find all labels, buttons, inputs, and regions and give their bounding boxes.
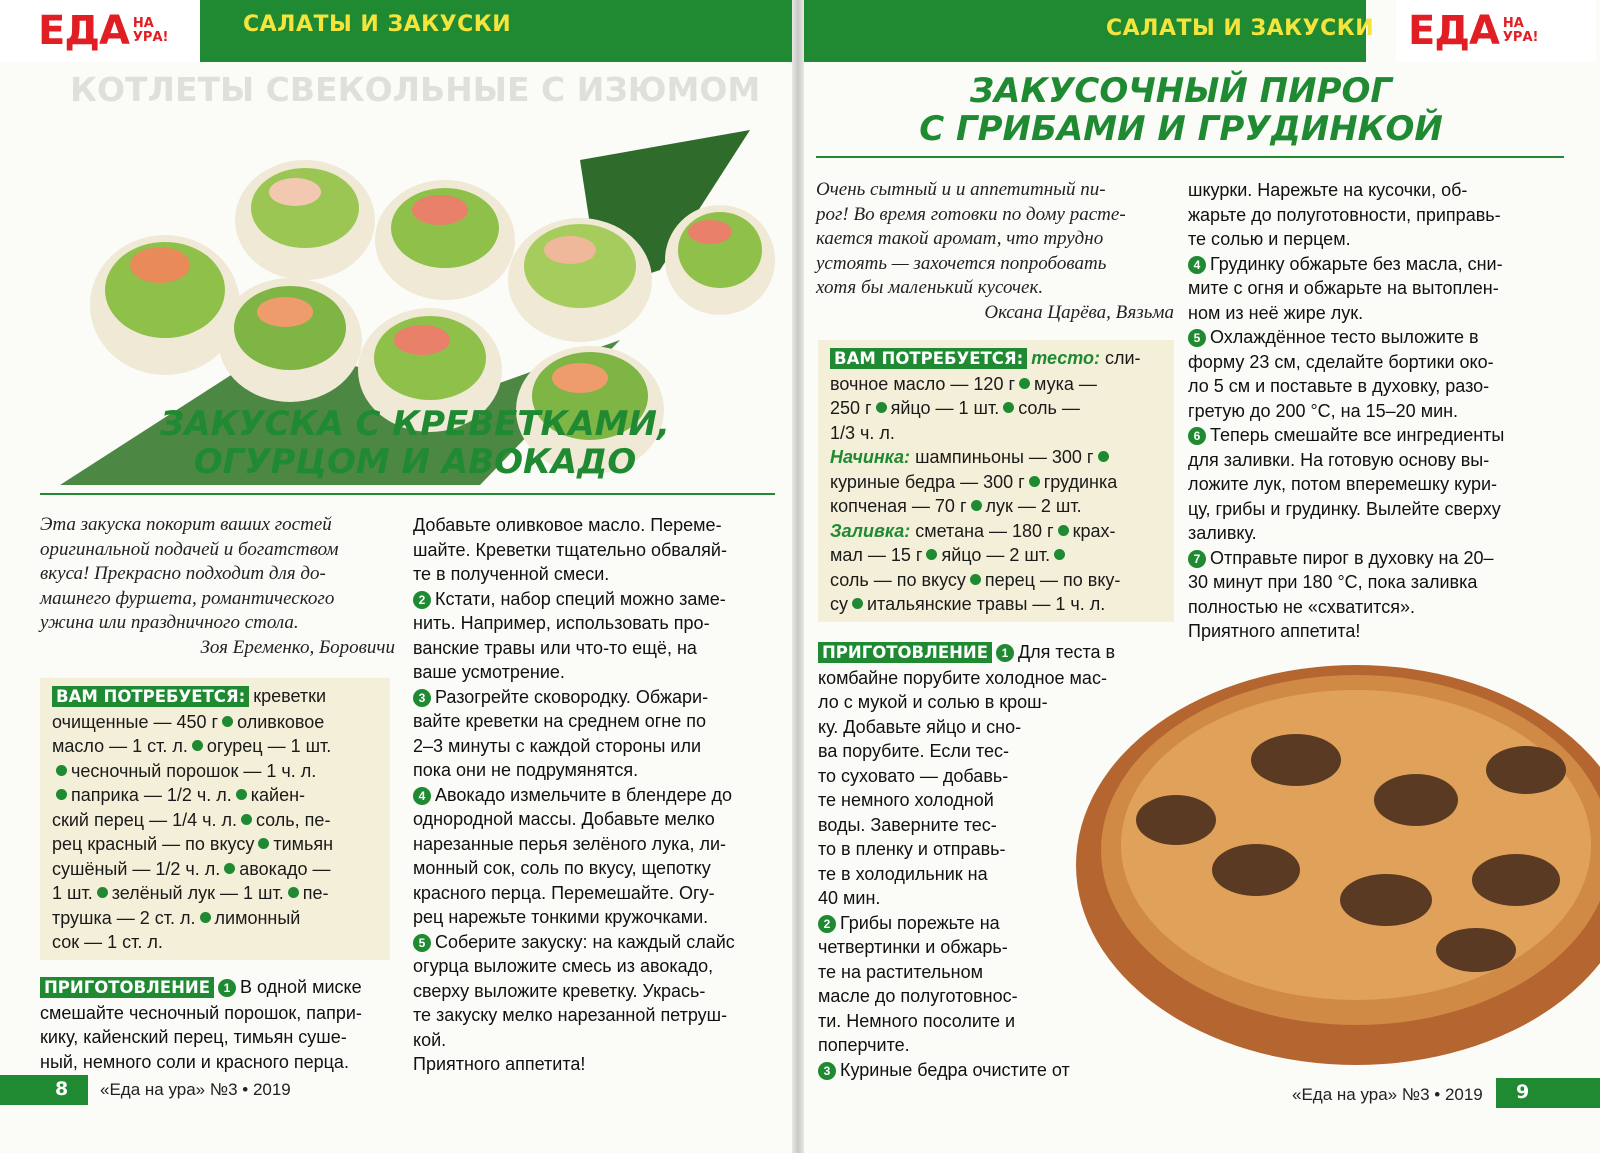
text-line: Приятного аппетита! <box>413 1054 586 1074</box>
step-number-icon: 4 <box>413 787 431 805</box>
text-span: Грибы порежьте на <box>840 912 1000 933</box>
text-line: те немного холодной <box>818 790 994 810</box>
text-span: масло — 1 ст. л. <box>52 736 188 756</box>
step-number-icon: 3 <box>413 689 431 707</box>
text-span: ский перец — 1/4 ч. л. <box>52 809 237 830</box>
text-line: шкурки. Нарежьте на кусочки, об- <box>1188 180 1468 200</box>
text-line <box>413 685 783 710</box>
text-line: нарезанные перья зелёного лука, ли- <box>413 833 727 854</box>
text-span: вочное масло — 120 г <box>830 373 1016 394</box>
magazine-logo <box>0 0 200 62</box>
text-span: авокадо — <box>239 858 331 879</box>
step-number-icon: 6 <box>1188 427 1206 445</box>
bullet-icon <box>236 789 247 800</box>
roll-1 <box>90 235 240 375</box>
text-span: су <box>830 594 848 614</box>
text-line <box>1188 252 1568 277</box>
text-span: куриные бедра — 300 г <box>830 471 1025 492</box>
bullet-icon <box>970 574 981 585</box>
preparation-label: ПРИГОТОВЛЕНИЕ <box>40 977 214 998</box>
text-line: смешайте чесночный порошок, папри- <box>40 1002 362 1023</box>
text-line: 2–3 минуты с каждой стороны или <box>413 735 702 756</box>
bullet-icon <box>192 740 203 751</box>
magazine-logo <box>1396 0 1596 62</box>
text-line: Добавьте оливковое масло. Переме- <box>413 515 722 535</box>
text-line: нить. Например, использовать про- <box>413 613 710 633</box>
text-line <box>52 857 380 882</box>
logo-subtext <box>133 17 169 44</box>
text-line: воды. Заверните тес- <box>818 814 997 835</box>
text-span: соль — <box>1018 398 1080 418</box>
text-span: зелёный лук — 1 шт. <box>111 883 284 903</box>
roll-3 <box>375 180 515 300</box>
step-number-icon: 1 <box>218 979 236 997</box>
step-number-icon: 5 <box>413 934 431 952</box>
recipe-author: Оксана Царёва, Вязьма <box>984 301 1174 323</box>
page-number: 9 <box>1516 1081 1530 1103</box>
text-line: ужина или праздничного стола. <box>40 612 299 633</box>
text-line: те закуску мелко нарезанной петруш- <box>413 1005 728 1025</box>
preparation-left <box>818 640 1148 1082</box>
text-line: ти. Немного посолите и <box>818 1010 1016 1031</box>
text-line <box>52 930 380 955</box>
roll-2 <box>235 160 375 280</box>
text-span: соль, пе- <box>255 809 331 830</box>
text-line: монный сок, соль по вкусу, щепотку <box>413 858 711 878</box>
text-line: те в холодильник на <box>818 863 988 884</box>
step-number-icon: 1 <box>996 644 1014 662</box>
footer-issue: «Еда на ура» №3 • 2019 <box>1292 1085 1483 1104</box>
text-span: НА <box>1502 16 1524 32</box>
bullet-icon <box>926 549 937 560</box>
text-span: крах- <box>1072 520 1116 541</box>
text-line: кается такой аромат, что трудно <box>816 228 1104 249</box>
text-span: 1 шт. <box>52 883 93 903</box>
text-line: мите с огня и обжарьте на вытоплен- <box>1188 278 1499 298</box>
text-span: Теперь смешайте все ингредиенты <box>1210 425 1505 445</box>
roll-6 <box>218 278 362 402</box>
text-span: 1/3 ч. л. <box>830 422 895 443</box>
text-line <box>413 783 783 808</box>
text-line: хотя бы маленький кусочек. <box>816 277 1044 298</box>
logo-subtext <box>1503 17 1539 44</box>
logo-text: ЕДА <box>38 8 129 54</box>
text-line: ванские травы или что-то ещё, на <box>413 637 697 658</box>
text-line <box>52 808 380 833</box>
text-line <box>52 684 380 710</box>
text-span: грудинка <box>1043 471 1118 492</box>
bullet-icon <box>241 814 252 825</box>
preparation-label: ПРИГОТОВЛЕНИЕ <box>818 642 992 663</box>
text-line <box>830 568 1164 593</box>
text-span: оливковое <box>237 711 325 732</box>
text-line <box>1188 325 1568 350</box>
text-line <box>52 710 380 735</box>
text-span: лимонный <box>214 907 301 928</box>
text-line: то суховато — добавь- <box>818 765 1009 786</box>
text-line <box>52 832 380 857</box>
text-line <box>1188 546 1568 571</box>
text-span: Грудинку обжарьте без масла, сни- <box>1210 253 1503 274</box>
text-line: ный, немного соли и красного перца. <box>40 1051 349 1072</box>
text-line <box>830 396 1164 421</box>
text-span: сушёный — 1/2 ч. л. <box>52 858 221 879</box>
text-line: ва порубите. Если тес- <box>818 741 1009 761</box>
text-line: ложите лук, потом вперемешку кури- <box>1188 474 1498 494</box>
text-line: кой. <box>413 1029 447 1050</box>
bullet-icon <box>288 887 299 898</box>
text-span: итальянские травы — 1 ч. л. <box>867 594 1106 614</box>
right-page <box>796 0 1600 1153</box>
title-rule <box>816 156 1564 158</box>
text-line <box>830 421 1164 446</box>
text-span: яйцо — 1 шт. <box>890 398 1000 418</box>
bullet-icon <box>1058 525 1069 536</box>
text-span: соль — по вкусу <box>830 569 966 590</box>
text-line: поперчите. <box>818 1035 910 1055</box>
ingredients-label: ВАМ ПОТРЕБУЕТСЯ: <box>52 686 249 707</box>
recipe-intro <box>40 513 395 660</box>
bullet-icon <box>222 716 233 727</box>
text-span: паприка — 1/2 ч. л. <box>71 785 232 805</box>
page-spine <box>792 0 804 1153</box>
ghost-title: КОТЛЕТЫ СВЕКОЛЬНЫЕ С ИЗЮМОМ <box>70 70 761 109</box>
bullet-icon <box>1003 402 1014 413</box>
text-line: пока они не подрумянятся. <box>413 760 639 780</box>
text-line: Очень сытный и и аппетитный пи- <box>816 179 1106 200</box>
preparation-left <box>40 975 395 1074</box>
text-line: огурца выложите смесь из авокадо, <box>413 956 714 976</box>
text-span: Авокадо измельчите в блендере до <box>435 784 732 805</box>
text-span: Соберите закуску: на каждый слайс <box>435 931 735 952</box>
logo-text: ЕДА <box>1408 8 1499 54</box>
left-page <box>0 0 796 1153</box>
text-line: четвертинки и обжарь- <box>818 937 1008 957</box>
text-span: шампиньоны — 300 г <box>915 447 1094 467</box>
text-span: лук — 2 шт. <box>985 496 1082 516</box>
text-line <box>52 881 380 906</box>
recipe-author: Зоя Еременко, Боровичи <box>200 636 395 658</box>
text-span: УРА! <box>1502 30 1539 45</box>
text-span: Разогрейте сковородку. Обжари- <box>435 686 709 707</box>
roll-5 <box>665 205 775 315</box>
roll-4 <box>508 218 652 342</box>
text-line: те в полученной смеси. <box>413 564 610 584</box>
bullet-icon <box>224 863 235 874</box>
text-line <box>1188 423 1568 448</box>
text-line <box>830 346 1164 372</box>
text-line <box>830 494 1164 519</box>
text-line: ваше усмотрение. <box>413 662 565 682</box>
text-span: УРА! <box>132 30 169 45</box>
text-span: яйцо — 2 шт. <box>941 545 1051 565</box>
text-span: мука — <box>1034 373 1097 394</box>
text-span: НА <box>132 16 154 32</box>
text-line: машнего фуршета, романтического <box>40 587 335 609</box>
step-number-icon: 2 <box>818 915 836 933</box>
step-number-icon: 7 <box>1188 550 1206 568</box>
step-number-icon: 4 <box>1188 256 1206 274</box>
footer-bar <box>1496 1078 1600 1108</box>
text-span: креветки <box>253 686 327 706</box>
text-span: мал — 15 г <box>830 545 923 565</box>
step-number-icon: 2 <box>413 591 431 609</box>
text-line <box>830 519 1164 544</box>
text-span: тесто: <box>1031 348 1100 368</box>
text-line: оригинальной подачей и богатством <box>40 538 339 560</box>
ingredients-box <box>40 678 390 960</box>
text-line: цу, грибы и грудинку. Вылейте сверху <box>1188 498 1501 519</box>
text-line: ло с мукой и солью в крош- <box>818 692 1048 712</box>
page-number: 8 <box>55 1078 69 1100</box>
text-line <box>413 587 783 612</box>
text-line: то в пленку и отправь- <box>818 839 1006 859</box>
text-line <box>818 640 1148 666</box>
text-line: форму 23 см, сделайте бортики око- <box>1188 351 1494 372</box>
bullet-icon <box>1098 451 1109 462</box>
text-line <box>52 734 380 759</box>
text-span: сметана — 180 г <box>915 520 1054 541</box>
text-line: кику, кайенский перец, тимьян суше- <box>40 1027 347 1047</box>
step-number-icon: 3 <box>818 1062 836 1080</box>
text-line: рец нарежьте тонкими кружочками. <box>413 907 709 927</box>
text-line <box>830 592 1164 617</box>
footer-bar <box>0 1075 88 1105</box>
text-span: трушка — 2 ст. л. <box>52 907 196 928</box>
text-line: жарьте до полуготовности, приправь- <box>1188 204 1501 225</box>
text-span: Для теста в <box>1017 642 1116 662</box>
ingredients-label: ВАМ ПОТРЕБУЕТСЯ: <box>830 348 1027 369</box>
text-span: огурец — 1 шт. <box>206 736 332 756</box>
bullet-icon <box>1054 549 1065 560</box>
section-label: САЛАТЫ И ЗАКУСКИ <box>243 12 512 37</box>
section-label: САЛАТЫ И ЗАКУСКИ <box>1106 16 1375 41</box>
text-line: масле до полуготовнос- <box>818 986 1018 1006</box>
text-line <box>818 1058 1148 1083</box>
recipe-intro <box>816 178 1174 325</box>
bullet-icon <box>971 500 982 511</box>
text-span: Заливка: <box>830 520 911 541</box>
text-line: красного перца. Перемешайте. Огу- <box>413 882 715 903</box>
bullet-icon <box>258 838 269 849</box>
title-rule <box>40 493 775 495</box>
recipe-title: ЗАКУСКА С КРЕВЕТКАМИ, ОГУРЦОМ И АВОКАДО <box>160 404 670 483</box>
text-span: кайен- <box>250 785 306 805</box>
text-span: Начинка: <box>830 447 911 467</box>
preparation-right-column <box>1188 178 1568 644</box>
text-span: тимьян <box>273 834 334 854</box>
text-span: Охлаждённое тесто выложите в <box>1210 327 1479 347</box>
text-line: те солью и перцем. <box>1188 229 1351 249</box>
text-line <box>830 470 1164 495</box>
text-line <box>818 911 1148 936</box>
text-span: очищенные — 450 г <box>52 711 219 732</box>
text-line: ло 5 см и поставьте в духовку, разо- <box>1188 376 1490 396</box>
text-line <box>52 783 380 808</box>
text-line: однородной массы. Добавьте мелко <box>413 809 715 829</box>
text-line: ном из неё жире лук. <box>1188 302 1364 323</box>
recipe-title: ЗАКУСОЧНЫЙ ПИРОГ С ГРИБАМИ И ГРУДИНКОЙ <box>919 71 1443 150</box>
bullet-icon <box>1019 378 1030 389</box>
text-line <box>830 372 1164 397</box>
text-line: Приятного аппетита! <box>1188 621 1361 641</box>
text-line: гретую до 200 °С, на 15–20 мин. <box>1188 400 1459 421</box>
text-span: сок — 1 ст. л. <box>52 932 163 952</box>
text-span: Куриные бедра очистите от <box>840 1059 1070 1080</box>
preparation-right-column <box>413 513 783 1077</box>
text-line: полностью не «схватится». <box>1188 596 1415 617</box>
text-line: заливку. <box>1188 523 1257 543</box>
bullet-icon <box>200 912 211 923</box>
text-line <box>40 975 395 1001</box>
text-line: для заливки. На готовую основу вы- <box>1188 449 1490 470</box>
text-span: сли- <box>1104 348 1141 368</box>
text-line <box>52 906 380 931</box>
text-line: 40 мин. <box>818 888 881 908</box>
bullet-icon <box>97 887 108 898</box>
bullet-icon <box>56 789 67 800</box>
text-span: Отправьте пирог в духовку на 20– <box>1210 547 1494 568</box>
text-span: рец красный — по вкусу <box>52 834 255 854</box>
bullet-icon <box>1029 476 1040 487</box>
text-line: комбайне порубите холодное мас- <box>818 667 1107 688</box>
ingredients-box <box>818 340 1174 622</box>
text-line: сверху выложите креветку. Укрась- <box>413 980 706 1001</box>
text-line: шайте. Креветки тщательно обваляй- <box>413 539 727 560</box>
text-line: устоять — захочется попробовать <box>816 252 1107 274</box>
text-span: 250 г <box>830 398 872 418</box>
text-span: копченая — 70 г <box>830 496 967 516</box>
text-span: перец — по вку- <box>984 569 1121 590</box>
text-span: чесночный порошок — 1 ч. л. <box>71 760 317 781</box>
text-line <box>413 930 783 955</box>
text-span: Кстати, набор специй можно заме- <box>435 588 726 609</box>
text-line <box>830 445 1164 470</box>
text-line: вайте креветки на среднем огне по <box>413 711 707 731</box>
step-number-icon: 5 <box>1188 329 1206 347</box>
text-span: пе- <box>302 883 329 903</box>
text-span: В одной миске <box>239 977 362 997</box>
text-line: ку. Добавьте яйцо и сно- <box>818 716 1022 737</box>
bullet-icon <box>56 765 67 776</box>
text-line: 30 минут при 180 °С, пока заливка <box>1188 572 1478 592</box>
text-line <box>830 543 1164 568</box>
bullet-icon <box>876 402 887 413</box>
bullet-icon <box>852 598 863 609</box>
footer-issue: «Еда на ура» №3 • 2019 <box>100 1080 291 1099</box>
text-line: те на растительном <box>818 961 983 982</box>
text-line: рог! Во время готовки по дому расте- <box>816 203 1126 225</box>
text-line <box>52 759 380 784</box>
text-line: Эта закуска покорит ваших гостей <box>40 514 332 535</box>
text-line: вкуса! Прекрасно подходит для до- <box>40 563 326 584</box>
